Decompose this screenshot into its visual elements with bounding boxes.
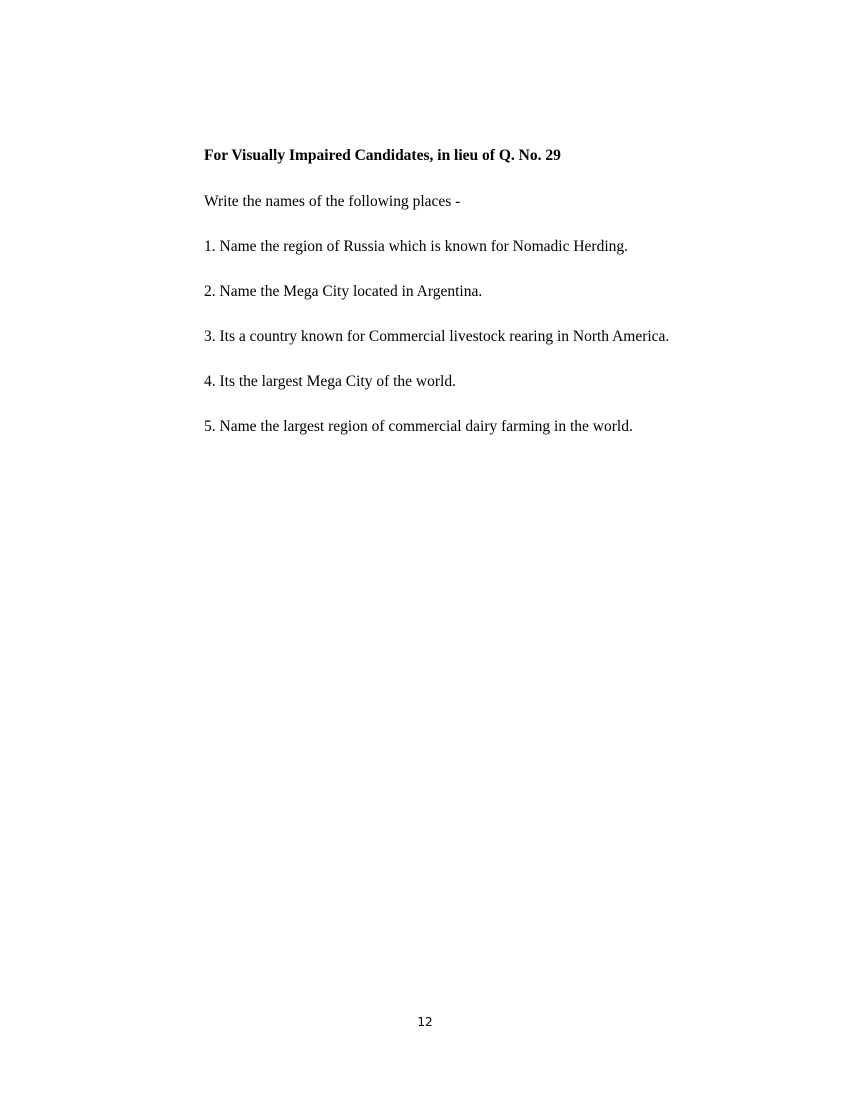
question-item-2: 2. Name the Mega City located in Argentina. (204, 283, 483, 300)
question-instruction: Write the names of the following places - (204, 193, 461, 210)
question-heading: For Visually Impaired Candidates, in lieu of Q. No. 29 (204, 147, 561, 164)
page-number: 12 (417, 1015, 433, 1029)
question-item-5: 5. Name the largest region of commercial dairy farming in the world. (204, 418, 633, 435)
question-list (204, 237, 764, 437)
question-item-4: 4. Its the largest Mega City of the world. (204, 373, 456, 390)
question-item-3: 3. Its a country known for Commercial livestock rearing in North America. (204, 328, 670, 345)
question-block (204, 146, 764, 437)
question-item-1: 1. Name the region of Russia which is known for Nomadic Herding. (204, 238, 629, 255)
